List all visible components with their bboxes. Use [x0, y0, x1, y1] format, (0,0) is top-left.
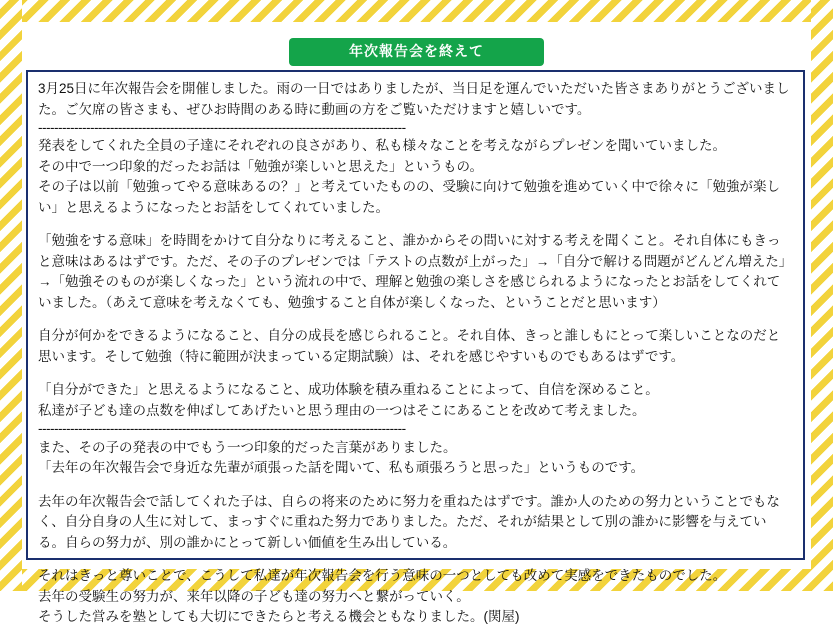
body-paragraph: その中で一つ印象的だったお話は「勉強が楽しいと思えた」というもの。: [38, 158, 483, 174]
decorative-stripe-top: [0, 0, 833, 22]
document-inner: [22, 22, 811, 625]
paragraph-spacer: [38, 479, 793, 492]
body-paragraph: 「自分ができた」と思えるようになること、成功体験を積み重ねることによって、自信を深めること。: [38, 382, 659, 398]
body-paragraph: 自分が何かをできるようになること、自分の成長を感じられること。それ自体、きっと誰しもにとって楽しいことなのだと思います。そして勉強（特に範囲が決まっている定期試験）は、それを感じやすいものでもあるはずです。: [38, 328, 781, 364]
body-paragraph: そうした営みを塾としても大切にできたらと考える機会ともなりました。(関屋): [38, 609, 520, 625]
body-paragraph: それはきっと尊いことで、こうして私達が年次報告会を行う意味の一つとしても改めて実感をできたものでした。: [38, 568, 727, 584]
paragraph-spacer: [38, 553, 793, 566]
body-paragraph: 「去年の年次報告会で身近な先輩が頑張った話を聞いて、私も頑張ろうと思った」というものです。: [38, 460, 645, 476]
body-paragraph: 「勉強をする意味」を時間をかけて自分なりに考えること、誰かからその問いに対する考えを聞くこと。それ自体にもきっと意味はあるはずです。ただ、その子のプレゼンでは「テストの点数が上がった」→「自分で解ける問題がどんどん増えた」→「勉強そのものが楽しくなった」という流れの中で、理解と勉強の楽しさを感じられるようになったとお話をしてくれていました。（あえて意味を考えなくても、勉強すること自体が楽しくなった、ということだと思います）: [38, 233, 793, 310]
title-container: [22, 38, 811, 66]
body-paragraph: 私達が子ども達の点数を伸ばしてあげたいと思う理由の一つはそこにあることを改めて考えました。: [38, 402, 646, 418]
body-paragraph: 去年の受験生の努力が、来年以降の子ども達の努力へと繋がっていく。: [38, 588, 470, 604]
body-paragraph: その子は以前「勉強ってやる意味あるの？」と考えていたものの、受験に向けて勉強を進めていく中で徐々に「勉強が楽しい」と思えるようになったとお話をしてくれていました。: [38, 179, 780, 215]
decorative-stripe-right: [811, 0, 833, 591]
divider-rule: --------------------------------------------------------------------------------------------: [38, 421, 406, 437]
paragraph-spacer: [38, 218, 793, 231]
divider-rule: --------------------------------------------------------------------------------------------: [38, 120, 406, 136]
body-paragraph: また、その子の発表の中でもう一つ印象的だった言葉がありました。: [38, 439, 457, 455]
body-paragraph: 3月25日に年次報告会を開催しました。雨の一日ではありましたが、当日足を運んでいただいた皆さまありがとうございました。ご欠席の皆さまも、ぜひお時間のある時に動画の方をご覧いただけますと嬉しいです。: [38, 81, 790, 117]
paragraph-spacer: [38, 367, 793, 380]
body-paragraph: 発表をしてくれた全員の子達にそれぞれの良さがあり、私も様々なことを考えながらプレゼンを聞いていました。: [38, 138, 726, 154]
page-title: 年次報告会を終えて: [289, 38, 544, 66]
paragraph-spacer: [38, 313, 793, 326]
decorative-stripe-left: [0, 0, 22, 591]
body-paragraph: 去年の年次報告会で話してくれた子は、自らの将来のために努力を重ねたはずです。誰か人のための努力ということでもなく、自分自身の人生に対して、まっすぐに重ねた努力でありました。ただ、それが結果として別の誰かに影響を与えている。自らの努力が、別の誰かにとって新しい価値を生み出している。: [38, 493, 780, 550]
article-body: [26, 70, 805, 625]
